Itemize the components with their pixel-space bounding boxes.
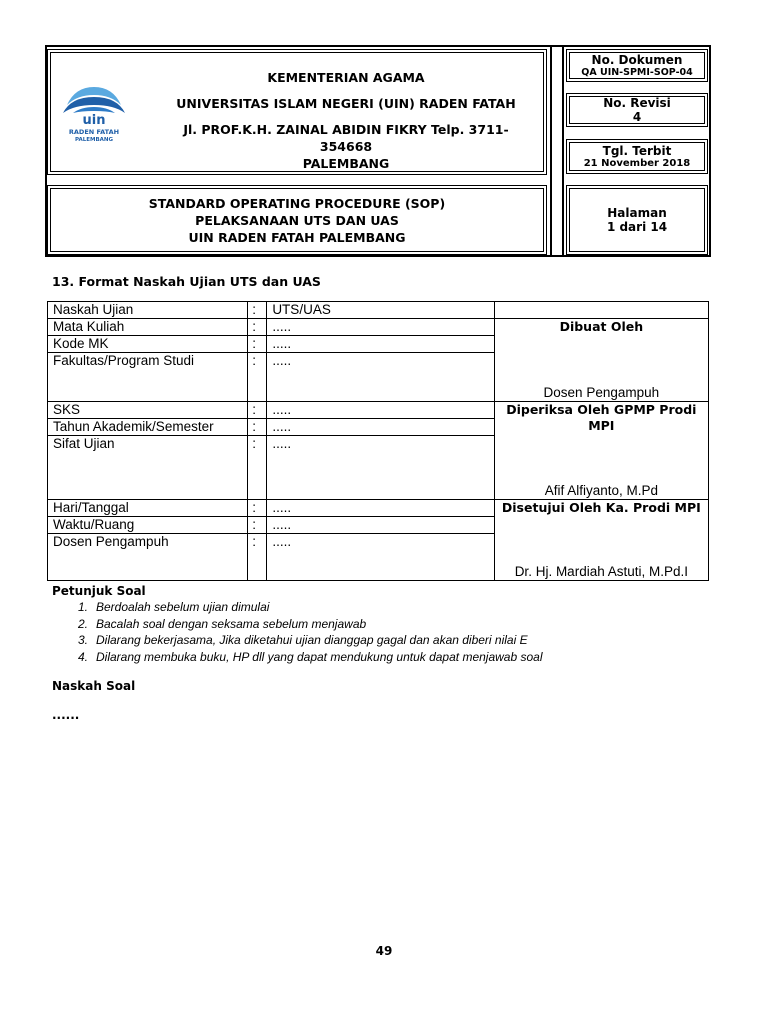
- list-number: 2.: [77, 616, 88, 631]
- logo-text: uin: [82, 113, 106, 128]
- exam-form-table: [47, 301, 709, 581]
- issued-date-label: Tgl. Terbit: [602, 143, 672, 158]
- page-info-label: Halaman: [607, 206, 667, 220]
- signature-title: Dibuat Oleh: [559, 319, 644, 334]
- ministry-name: KEMENTERIAN AGAMA: [267, 70, 425, 85]
- field-label: Sifat Ujian: [48, 436, 248, 500]
- institution-box: [47, 49, 547, 175]
- field-colon: :: [248, 517, 267, 534]
- university-name: UNIVERSITAS ISLAM NEGERI (UIN) RADEN FATAH: [176, 96, 516, 111]
- issued-date-box: [566, 139, 708, 174]
- signature-name: Dr. Hj. Mardiah Astuti, M.Pd.I: [514, 564, 688, 579]
- revision-label: No. Revisi: [603, 96, 671, 110]
- field-value: .....: [267, 353, 494, 402]
- field-colon: :: [248, 302, 267, 319]
- field-value: .....: [267, 517, 494, 534]
- field-label: Fakultas/Program Studi: [48, 353, 248, 402]
- blank-cell: [494, 302, 708, 319]
- logo-emblem-icon: [59, 83, 129, 145]
- table-row: [48, 302, 709, 319]
- field-value: UTS/UAS: [267, 302, 494, 319]
- document-number-label: No. Dokumen: [591, 52, 683, 67]
- page-info-value: 1 dari 14: [606, 220, 668, 234]
- page-number: 49: [375, 944, 393, 958]
- revision-value: 4: [632, 110, 642, 124]
- document-number-value: QA UIN-SPMI-SOP-04: [581, 66, 693, 78]
- instructions-section: [52, 584, 712, 665]
- instructions-list: [52, 599, 712, 665]
- field-label: Tahun Akademik/Semester: [48, 419, 248, 436]
- list-item: [52, 632, 712, 649]
- field-label: Hari/Tanggal: [48, 500, 248, 517]
- field-value: .....: [267, 402, 494, 419]
- list-text: Dilarang bekerjasama, Jika diketahui ujian dianggap gagal dan akan diberi nilai E: [96, 633, 528, 647]
- issued-date-value: 21 November 2018: [583, 157, 691, 169]
- signature-title: Diperiksa Oleh GPMP Prodi MPI: [506, 402, 697, 433]
- signature-name: Afif Alfiyanto, M.Pd: [544, 483, 658, 498]
- table-row: [48, 319, 709, 336]
- field-colon: :: [248, 436, 267, 500]
- sop-title-line-1: STANDARD OPERATING PROCEDURE (SOP): [148, 195, 446, 211]
- field-label: Naskah Ujian: [48, 302, 248, 319]
- field-label: Dosen Pengampuh: [48, 534, 248, 581]
- list-number: 1.: [77, 600, 88, 614]
- page-info-box: [566, 185, 708, 255]
- field-colon: :: [248, 336, 267, 353]
- signature-cell-reviewer: [494, 402, 708, 500]
- list-text: Bacalah soal dengan seksama sebelum menjawab: [96, 616, 367, 631]
- list-text: Berdoalah sebelum ujian dimulai: [96, 600, 270, 614]
- field-value: .....: [267, 534, 494, 581]
- field-colon: :: [248, 319, 267, 336]
- field-label: SKS: [48, 402, 248, 419]
- revision-box: [566, 93, 708, 127]
- questions-placeholder: ......: [52, 708, 80, 722]
- university-city: PALEMBANG: [302, 156, 390, 171]
- field-label: Waktu/Ruang: [48, 517, 248, 534]
- field-colon: :: [248, 534, 267, 581]
- sop-title-line-2: PELAKSANAAN UTS DAN UAS: [195, 212, 399, 228]
- signature-title: Disetujui Oleh Ka. Prodi MPI: [501, 500, 701, 515]
- institution-text: [161, 69, 531, 172]
- svg-text:RADEN FATAH: RADEN FATAH: [68, 128, 120, 136]
- university-logo: [59, 83, 129, 145]
- questions-title: Naskah Soal: [52, 679, 136, 693]
- table-row: [48, 500, 709, 517]
- field-colon: :: [248, 402, 267, 419]
- list-number: 3.: [77, 633, 88, 647]
- list-number: 4.: [77, 649, 88, 664]
- sop-title-line-3: UIN RADEN FATAH PALEMBANG: [188, 229, 406, 245]
- section-title: 13. Format Naskah Ujian UTS dan UAS: [52, 274, 321, 289]
- svg-text:PALEMBANG: PALEMBANG: [74, 137, 114, 143]
- sop-title-box: [47, 185, 547, 255]
- signature-name: Dosen Pengampuh: [543, 385, 660, 400]
- list-item: [52, 616, 712, 633]
- list-item: [52, 649, 712, 666]
- university-address: Jl. PROF.K.H. ZAINAL ABIDIN FIKRY Telp. 3711-354668: [183, 122, 509, 154]
- header-divider: [550, 47, 564, 255]
- field-value: .....: [267, 436, 494, 500]
- field-colon: :: [248, 500, 267, 517]
- field-label: Mata Kuliah: [48, 319, 248, 336]
- document-number-box: [566, 49, 708, 82]
- signature-cell-creator: [494, 319, 708, 402]
- list-item: [52, 599, 712, 616]
- field-value: .....: [267, 319, 494, 336]
- signature-cell-approver: [494, 500, 708, 581]
- instructions-title: Petunjuk Soal: [52, 584, 146, 598]
- field-value: .....: [267, 419, 494, 436]
- field-colon: :: [248, 419, 267, 436]
- field-value: .....: [267, 336, 494, 353]
- table-row: [48, 402, 709, 419]
- list-text: Dilarang membuka buku, HP dll yang dapat mendukung untuk dapat menjawab soal: [96, 649, 543, 664]
- field-value: .....: [267, 500, 494, 517]
- field-label: Kode MK: [48, 336, 248, 353]
- field-colon: :: [248, 353, 267, 402]
